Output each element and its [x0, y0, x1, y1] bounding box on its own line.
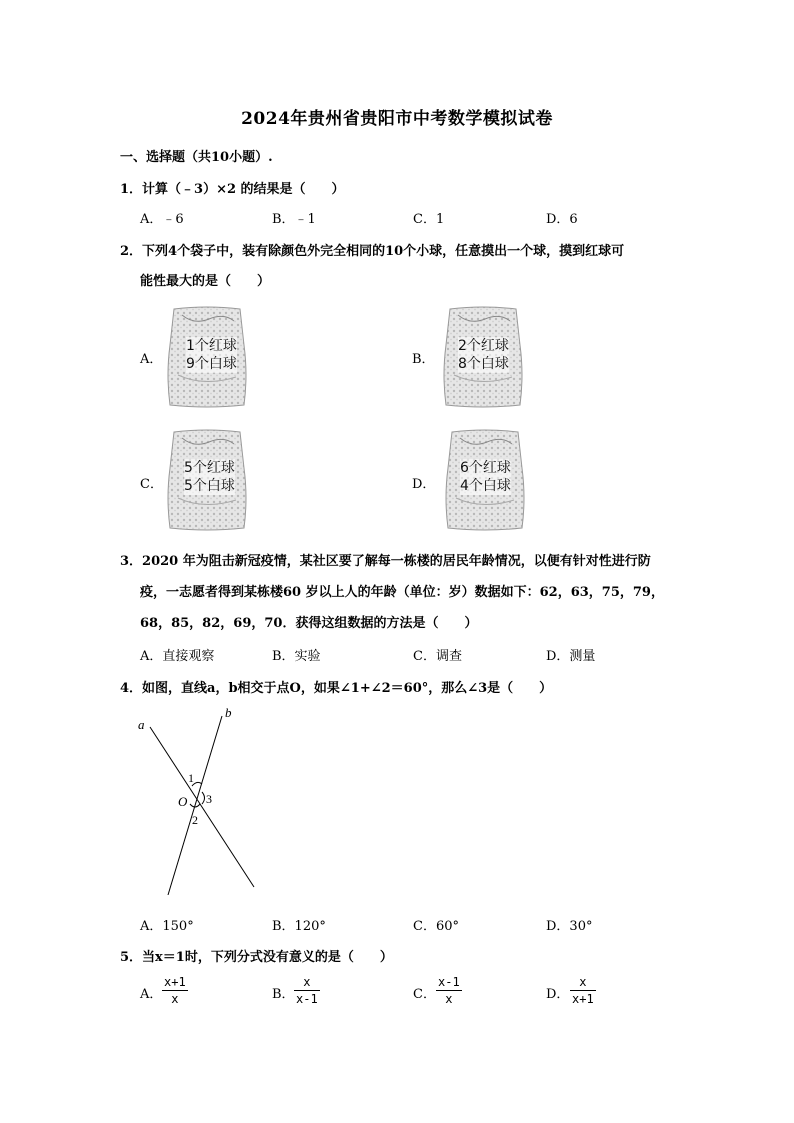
q4-option-b: B．120°	[272, 919, 326, 934]
question-3-line3: 68，85，82，69，70．获得这组数据的方法是（ ）	[140, 616, 478, 631]
fraction-numerator: x	[303, 975, 311, 989]
q2-bag-b	[440, 305, 526, 409]
q2-bag-c	[164, 428, 250, 532]
q1-option-d: D．6	[546, 212, 578, 227]
label-angle-3: 3	[206, 792, 212, 806]
q4-option-a: A．150°	[140, 919, 194, 934]
q3-option-c: C．调查	[413, 649, 462, 664]
label-angle-1: 1	[188, 771, 194, 785]
label-angle-2: 2	[192, 813, 198, 827]
fraction-numerator: x	[579, 975, 587, 989]
q5-option-a-fraction	[162, 975, 188, 1006]
page-title: 2024年贵州省贵阳市中考数学模拟试卷	[241, 109, 553, 129]
q5-option-d-letter: D．	[546, 987, 570, 1002]
bag-d-white-count: 4个白球	[460, 478, 511, 494]
angle-3-arc	[202, 792, 205, 804]
q1-option-c: C．1	[413, 212, 445, 227]
q2-option-c-letter: C．	[140, 477, 163, 492]
q1-option-b: B．﹣1	[272, 212, 316, 227]
bag-b-white-count: 8个白球	[458, 356, 509, 372]
fraction-denominator: x-1	[296, 992, 318, 1006]
q2-option-d-letter: D．	[412, 477, 436, 492]
bag-b-red-count: 2个红球	[458, 338, 509, 354]
q5-option-c-letter: C．	[413, 987, 436, 1002]
q5-option-d-fraction	[570, 975, 596, 1006]
q4-option-d: D．30°	[546, 919, 593, 934]
fraction-bar	[436, 990, 462, 991]
label-o: O	[178, 794, 188, 809]
question-1-stem: 1．计算（﹣3）×2 的结果是（ ）	[120, 182, 345, 197]
bag-a-red-count: 1个红球	[186, 338, 237, 354]
q2-option-a-letter: A．	[140, 352, 163, 367]
q2-bag-a	[164, 305, 250, 409]
q3-option-a: A．直接观察	[140, 649, 215, 664]
question-4-stem: 4．如图，直线a，b相交于点O，如果∠1+∠2＝60°，那么∠3是（ ）	[120, 681, 553, 696]
label-b: b	[225, 705, 232, 720]
q5-option-c-fraction	[436, 975, 462, 1006]
fraction-bar	[570, 990, 596, 991]
q2-bag-d	[442, 428, 528, 532]
fraction-numerator: x+1	[164, 975, 186, 989]
bag-d-red-count: 6个红球	[460, 460, 511, 476]
question-3-line1: 3．2020 年为阻击新冠疫情，某社区要了解每一栋楼的居民年龄情况，以便有针对性进行防	[120, 554, 651, 569]
section-heading: 一、选择题（共10小题）.	[120, 150, 273, 165]
q4-option-c: C．60°	[413, 919, 459, 934]
question-3-line2: 疫，一志愿者得到某栋楼60 岁以上人的年龄（单位：岁）数据如下：62，63，75，79，	[140, 585, 664, 600]
q3-option-d: D．测量	[546, 649, 596, 664]
bag-a-white-count: 9个白球	[186, 356, 237, 372]
q3-option-b: B．实验	[272, 649, 321, 664]
q5-option-b-letter: B．	[272, 987, 295, 1002]
q2-option-b-letter: B．	[412, 352, 435, 367]
q5-option-b-fraction	[294, 975, 320, 1006]
fraction-bar	[294, 990, 320, 991]
bag-c-white-count: 5个白球	[184, 478, 235, 494]
q5-option-a-letter: A．	[140, 987, 163, 1002]
q1-option-a: A．﹣6	[140, 212, 184, 227]
fraction-numerator: x-1	[438, 975, 460, 989]
question-2-stem-line1: 2．下列4个袋子中，装有除颜色外完全相同的10个小球，任意摸出一个球，摸到红球可	[120, 244, 625, 259]
bag-c-red-count: 5个红球	[184, 460, 235, 476]
fraction-bar	[162, 990, 188, 991]
label-a: a	[138, 717, 145, 732]
q4-intersecting-lines-figure	[130, 700, 270, 895]
line-a	[150, 727, 254, 887]
fraction-denominator: x	[445, 992, 453, 1006]
fraction-denominator: x	[171, 992, 179, 1006]
question-2-stem-line2: 能性最大的是（ ）	[140, 274, 271, 289]
fraction-denominator: x+1	[572, 992, 594, 1006]
question-5-stem: 5．当x＝1时，下列分式没有意义的是（ ）	[120, 950, 393, 965]
line-b	[168, 716, 222, 895]
